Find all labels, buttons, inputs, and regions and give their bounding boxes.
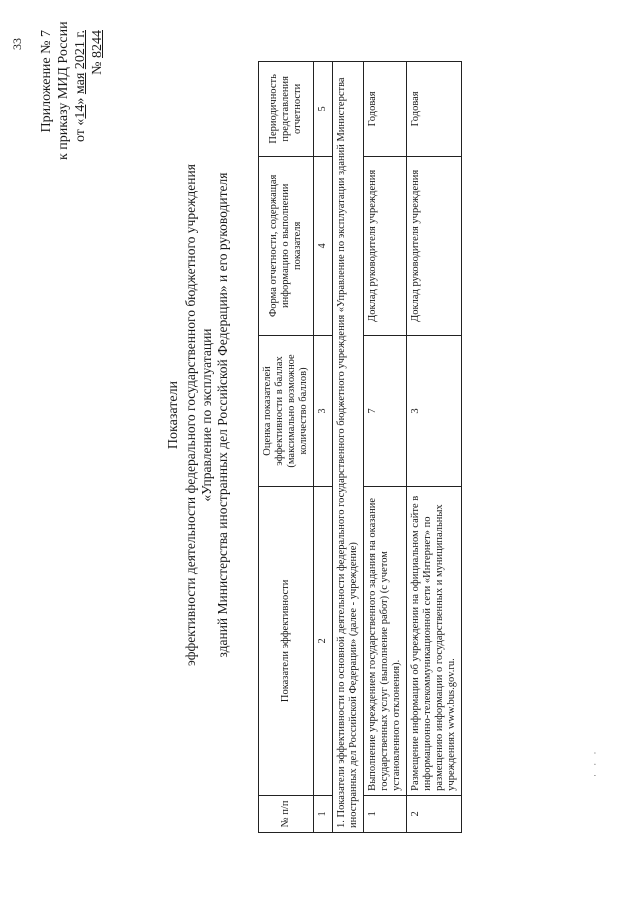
appendix-number [89, 30, 106, 160]
row-score: 3 [407, 335, 462, 486]
appendix-date [72, 30, 89, 160]
table-header-row [259, 62, 314, 833]
header-frequency: Периодичность представления отчетности [259, 62, 314, 157]
indicators-table [258, 61, 462, 833]
date-day: 14 [73, 104, 88, 119]
column-number: 1 [314, 795, 333, 832]
column-number: 2 [314, 486, 333, 795]
column-number: 4 [314, 156, 333, 335]
title-line-3: зданий Министерства иностранных дел Российской Федерации» и его руководителя [215, 172, 230, 658]
row-indicator: Выполнение учреждением государственного задания на оказание государственных услуг (выполнение работ) (с учетом установленного отклонения). [364, 486, 407, 795]
date-year: 2021 г. [73, 30, 88, 70]
row-num: 2 [407, 795, 462, 832]
row-indicator: Размещение информации об учреждении на официальном сайте в информационно-телекоммуникационной сети «Интернет» по размещению информации о государственных и муниципальных учреждениях www.bus.gov.ru. [407, 486, 462, 795]
row-score: 7 [364, 335, 407, 486]
section-row [333, 62, 364, 833]
header-score: Оценка показателей эффективности в баллах (максимально возможное количество баллов) [259, 335, 314, 486]
row-num: 1 [364, 795, 407, 832]
date-month: мая [73, 72, 88, 95]
title-heading: Показатели [166, 380, 181, 450]
header-report-form: Форма отчетности, содержащая информацию о выполнении показателя [259, 156, 314, 335]
header-num: № п/п [259, 795, 314, 832]
date-mid: » [73, 97, 88, 105]
number-prefix: № [90, 61, 105, 75]
page-number: 33 [10, 38, 24, 50]
date-prefix: от « [73, 118, 88, 143]
section-title: 1. Показатели эффективности по основной деятельности федерального государственного бюджетного учреждения «Управление по эксплуатации зданий Министерства иностранных дел Российской Федерации» (далее - учреждение) [333, 62, 364, 833]
table-row [407, 62, 462, 833]
document-title [166, 155, 231, 675]
column-number: 3 [314, 335, 333, 486]
appendix-order-ref: к приказу МИД России [56, 21, 71, 160]
scan-speckles: · · · [590, 748, 600, 777]
appendix-block [38, 21, 106, 160]
table-row [364, 62, 407, 833]
header-indicator: Показатели эффективности [259, 486, 314, 795]
column-number-row [314, 62, 333, 833]
column-number: 5 [314, 62, 333, 157]
title-line-2: эффективности деятельности федерального государственного бюджетного учреждения «Управление по эксплуатации [183, 164, 214, 666]
appendix-title: Приложение № 7 [39, 30, 54, 133]
row-frequency: Годовая [407, 62, 462, 157]
row-frequency: Годовая [364, 62, 407, 157]
row-report-form: Доклад руководителя учреждения [364, 156, 407, 335]
row-report-form: Доклад руководителя учреждения [407, 156, 462, 335]
order-number: 8244 [90, 30, 105, 58]
